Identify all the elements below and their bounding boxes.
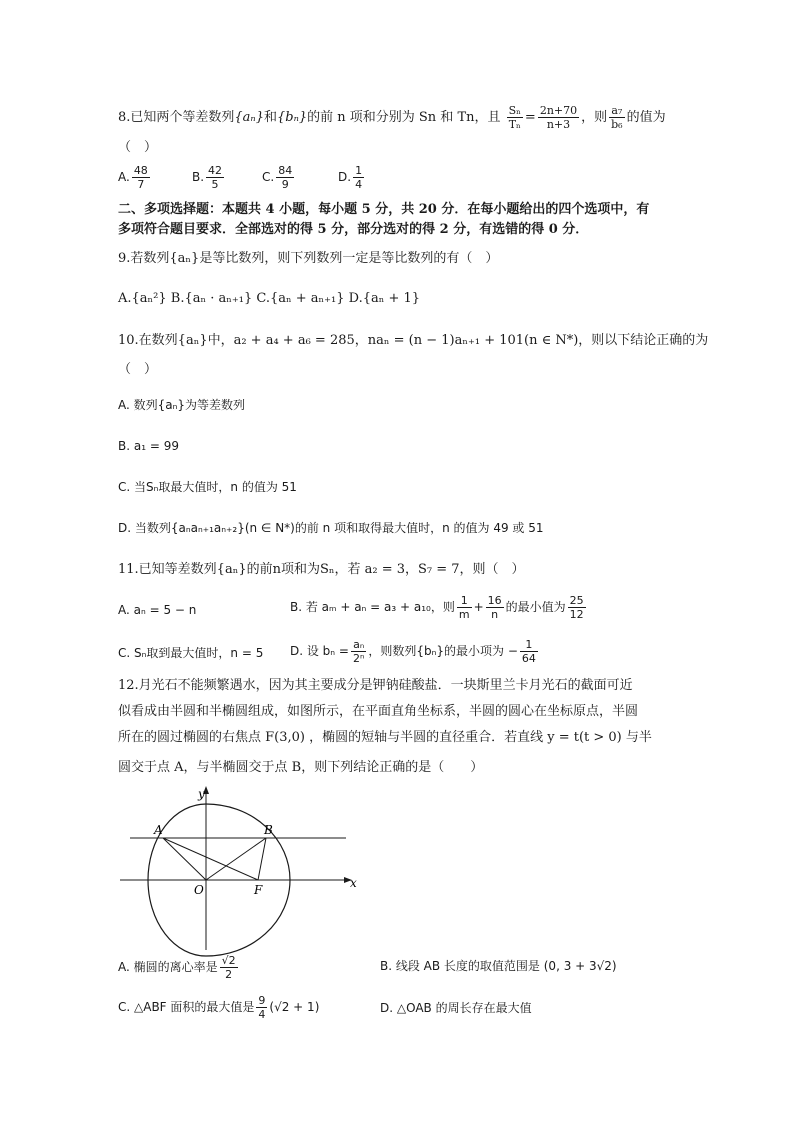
q11-option-a: A. aₙ = 5 − n [118,603,197,617]
q10-option-b: B. a₁ = 99 [118,439,179,453]
q12-line1: 12.月光石不能频繁遇水，因为其主要成分是钾钠硅酸盐．一块斯里兰卡月光石的截面可近 [118,678,633,693]
segment-ob [206,838,266,880]
label-x: x [350,876,357,890]
q12-option-a: A. 椭圆的离心率是 $\frac{√2}{2}$ [118,954,236,981]
q8-text: 8.已知两个等差数列 [118,110,235,125]
q8-stem: 8.已知两个等差数列{aₙ}和{bₙ}的前 n 项和分别为 Sn 和 Tn，且 $\frac{\text{Sₙ}}{\text{Tₙ}}$ = $\frac{2n+70}{n+3}$ ，则 $\frac{\text{a₇}}{\text{b₆}}$ 的值为 [118,104,666,131]
q8-seq-b: {bₙ} [276,110,308,125]
q10-option-c: C. 当Sₙ取最大值时，n 的值为 51 [118,480,297,494]
q12-option-b: B. 线段 AB 长度的取值范围是 (0, 3 + 3√2) [380,959,617,973]
q11-option-c: C. Sₙ取到最大值时，n = 5 [118,646,264,660]
q8-fraction-ratio: $\frac{2n+70}{n+3}$ [539,104,578,131]
q12-line2: 似看成由半圆和半椭圆组成，如图所示，在平面直角坐标系，半圆的圆心在坐标原点，半圆 [118,704,639,719]
q8-text: 和 [263,110,277,125]
q10-stem: 10.在数列{aₙ}中，a₂ + a₄ + a₆ = 285，naₙ = (n − 1)aₙ₊₁ + 101(n ∈ N*)，则以下结论正确的为 [118,333,709,348]
q12-option-d: D. △OAB 的周长存在最大值 [380,1001,532,1015]
q11-stem: 11.已知等差数列{aₙ}的前n项和为Sₙ，若 a₂ = 3，S₇ = 7，则（ ） [118,562,525,577]
q8-option-c: C. $\frac{84}{9}$ [262,164,293,191]
q8-seq-a: {aₙ} [234,110,264,125]
section2-line1: 二、多项选择题：本题共 4 小题，每小题 5 分，共 20 分．在每小题给出的四个选项中，有 [118,202,650,217]
segment-bf [258,838,266,880]
label-a: A [154,823,163,837]
segment-af [163,838,258,880]
q10-paren: （ ） [118,362,158,377]
q8-option-b: B. $\frac{42}{5}$ [192,164,223,191]
q8-fraction-target: $\frac{\text{a₇}}{\text{b₆}}$ [611,104,623,131]
q8-option-a: A. $\frac{48}{7}$ [118,164,148,191]
label-o: O [194,883,204,897]
q8-option-d: D. $\frac{1}{4}$ [338,164,363,191]
q9-stem: 9.若数列{aₙ}是等比数列，则下列数列一定是等比数列的有（ ） [118,251,499,266]
q11-option-d: D. 设 bₙ = $\frac{\text{aₙ}}{\text{2ⁿ}}$ ，则数列{bₙ}的最小项为 − $\frac{1}{64}$ [290,638,536,665]
label-b: B [264,823,273,837]
q8-text: 的前 n 项和分别为 Sn 和 Tn，且 [307,110,501,125]
q11-option-b: B. 若 aₘ + aₙ = a₃ + a₁₀，则 $\frac{1}{m}$ + $\frac{16}{n}$ 的最小值为 $\frac{25}{12}$ [290,594,584,621]
q8-paren: （ ） [118,140,158,155]
segment-ao [163,838,206,880]
q10-option-d: D. 当数列{aₙaₙ₊₁aₙ₊₂}(n ∈ N*)的前 n 项和取得最大值时，n 的值为 49 或 51 [118,521,544,535]
section2-line2: 多项符合题目要求．全部选对的得 5 分，部分选对的得 2 分，有选错的得 0 分． [118,222,589,237]
q12-line4: 圆交于点 A，与半椭圆交于点 B，则下列结论正确的是（ ） [118,760,484,775]
q10-option-a: A. 数列{aₙ}为等差数列 [118,398,246,412]
label-y: y [198,787,205,801]
q12-figure [110,780,370,960]
label-f: F [254,883,263,897]
q8-fraction-s-t: $\frac{\text{Sₙ}}{\text{Tₙ}}$ [508,104,521,131]
q12-option-c: C. △ABF 面积的最大值是 $\frac{9}{4}$ (√2 + 1) [118,994,320,1021]
q9-options: A.{aₙ²} B.{aₙ · aₙ₊₁} C.{aₙ + aₙ₊₁} D.{aₙ + 1} [118,291,421,306]
q12-line3: 所在的圆过椭圆的右焦点 F(3,0) ，椭圆的短轴与半圆的直径重合．若直线 y = t(t > 0) 与半 [118,730,652,745]
